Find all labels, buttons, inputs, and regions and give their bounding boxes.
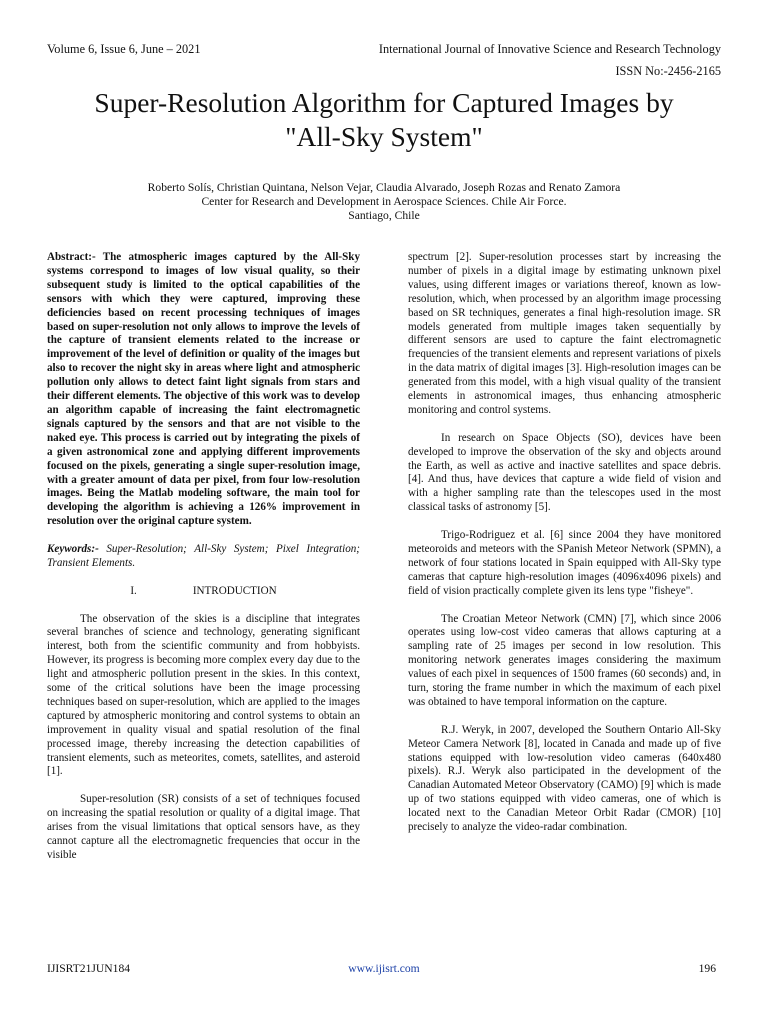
abstract-text: The atmospheric images captured by the All-Sky systems correspond to images of low visual quality, so their subsequent study is limited to the optical capabilities of the sensors with which they were captured, improving these deficiencies based on recent processing techniques of images based on super-resolution not only allows to improve the levels of the capture of transient elements related to the increase or improvement of the level of definition or quality of the images but also to recover the night sky in areas where light and atmospheric pollution only allows to detect faint light signals from stars and their different elements. The objective of this work was to develop an algorithm capable of increasing the faint electromagnetic signals captured by the sensors and that are not visible to the naked eye. This process is carried out by integrating the pixels of a given astronomical zone and applying different improvements focused on the pixels, generating a single super-resolution image, with a greater amount of data per pixel, from four low-resolution images. Being the Matlab modeling software, the main tool for developing the algorithm is achieving a 126% improvement in resolution over the original capture system. (47, 251, 360, 528)
author-names: Roberto Solís, Christian Quintana, Nelson Vejar, Claudia Alvarado, Joseph Rozas and Renato Zamora (147, 181, 621, 194)
left-paragraph-2: Super-resolution (SR) consists of a set of techniques focused on increasing the spatial resolution or quality of a digital image. That arises from the visual limitations that optical sensors have, as they cannot capture all the electromagnetic frequencies that occur in the visible (47, 793, 360, 861)
keywords-text: Super-Resolution; All-Sky System; Pixel Integration; Transient Elements. (47, 543, 360, 569)
right-paragraph-2: In research on Space Objects (SO), devices have been developed to improve the observation of the sky and objects around the Earth, as well as active and inactive satellites and space debris. [4]. And thus, have devices that capture a wide field of vision and with a higher sampling rate than the telescopes used in the most classical tasks of astronomy [5]. (408, 431, 721, 514)
section-number: I. (130, 584, 137, 597)
paper-title (40, 86, 728, 154)
footer-url-link[interactable]: www.ijisrt.com (348, 962, 420, 975)
author-block (40, 181, 728, 223)
section-heading (47, 585, 360, 599)
paper-title-line-2: "All-Sky System" (285, 121, 483, 152)
header-volume: Volume 6, Issue 6, June – 2021 (47, 42, 201, 56)
left-paragraph-1: The observation of the skies is a discipline that integrates several branches of science and technology, generating significant interest, both from the scientific community and from hobbyists. However, its progress is becoming more complex every day due to the light and atmospheric pollution present in the skies. In this context, some of the critical solutions have been the image processing techniques based on super-resolution, which are applied to the images captured by atmospheric monitoring and control systems to obtain an improvement in quality visual and spatial resolution of the final processed image, thereby increasing the detection capabilities of transient elements, such as meteorites, comets, satellites, and asteroid [1]. (47, 612, 360, 778)
right-paragraph-4: The Croatian Meteor Network (CMN) [7], which since 2006 operates using low-cost video cameras that allows capturing at a sampling rate of 25 images per second in low resolution. This monitoring network generates images considering the maximum values of each pixel in sequences of 1500 frames (60 seconds) and, in turn, storing the frame number in which the maximum of each pixel was obtained to have temporal information on the capture. (408, 612, 721, 708)
author-location: Santiago, Chile (348, 209, 420, 222)
keywords (47, 543, 360, 571)
header-journal: International Journal of Innovative Science and Research Technology (378, 42, 721, 56)
right-paragraph-1: spectrum [2]. Super-resolution processes start by increasing the number of pixels in a digital image by estimating unknown pixel values, using different images or variations thereof, known as low-resolution, which, when processed by an algorithm image processing based on SR techniques, generates a final high-resolution image. SR models generated from multiple images taken sequentially by different sensors are used to capture the faint electromagnetic frequencies of the transient elements and represent variations of pixels in the data matrix of digital images [3]. High-resolution images can be generated from this model, with a high visual quality of the transient elements in astronomical images, thus enhancing atmospheric monitoring and control systems. (408, 251, 721, 416)
page-number: 196 (698, 962, 716, 975)
right-paragraph-3: Trigo-Rodriguez et al. [6] since 2004 they have monitored meteoroids and meteors with the SPanish Meteor Network (SPMN), a network of four stations located in Spain equipped with All-Sky type cameras that capture high-resolution images (4096x4096 pixels) and field of vision practically complete given its lens type "fisheye". (408, 529, 721, 597)
abstract (47, 251, 360, 529)
abstract-label: Abstract:- (47, 251, 96, 263)
right-column (408, 251, 721, 835)
left-column (47, 251, 360, 863)
paper-title-line-1: Super-Resolution Algorithm for Captured Images by (94, 87, 674, 118)
footer-code: IJISRT21JUN184 (47, 962, 131, 975)
section-title: INTRODUCTION (192, 584, 277, 597)
author-affiliation: Center for Research and Development in Aerospace Sciences. Chile Air Force. (201, 195, 567, 208)
right-paragraph-5: R.J. Weryk, in 2007, developed the Southern Ontario All-Sky Meteor Camera Network [8], located in Canada and made up of five stations equipped with low-resolution video cameras (640x480 pixels). R.J. Weryk also participated in the development of the Canadian Automated Meteor Observatory (CAMO) [9] which is made up of two stations equipped with video cameras, one of which is located next to the Canadian Meteor Orbit Radar (CMOR) [10] precisely to analyze the video-radar combination. (408, 723, 721, 834)
keywords-label: Keywords:- (47, 543, 99, 556)
header-issn: ISSN No:-2456-2165 (615, 64, 721, 78)
